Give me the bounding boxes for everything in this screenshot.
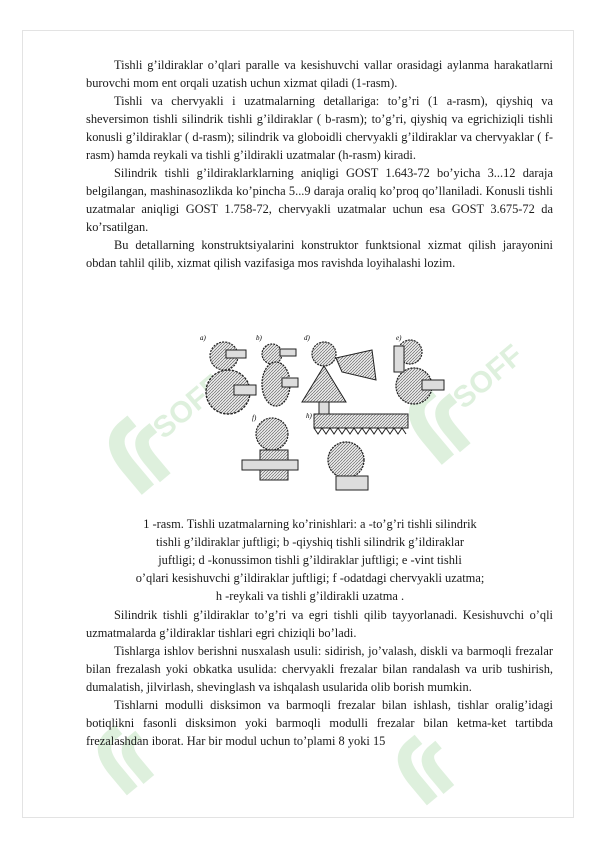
helical-gear-pair xyxy=(256,334,298,406)
label-a: a) xyxy=(200,334,206,342)
figure-caption xyxy=(110,515,510,605)
caption-line: o’qlari kesishuvchi g’ildiraklar juftligi; f -odatdagi chervyakli uzatma; xyxy=(135,571,485,585)
caption-line: juftligi; d -konussimon tishli g’ildiraklar juftligi; e -vint tishli xyxy=(158,553,462,567)
caption-line: h -reykali va tishli g’ildirakli uzatma . xyxy=(215,589,405,603)
label-b: b) xyxy=(256,334,262,342)
rack-and-pinion xyxy=(306,412,408,490)
text-block-top xyxy=(86,56,553,272)
label-e: e) xyxy=(396,334,402,342)
text-block-bottom xyxy=(86,606,553,750)
paragraph: Tishli g’ildiraklar o’qlari paralle va kesishuvchi vallar orasidagi aylanma harakatlarni burovchi mom ent orqali uzatish uchun xizmat qiladi (1-rasm). xyxy=(86,58,553,90)
paragraph: Silindrik tishli g’ildiraklar to’g’ri va egri tishli qilib tayyorlanadi. Kesishuvchi o’qli uzmatmalarda g’ildiraklar tishlari egri chiziqli bo’ladi. xyxy=(86,608,553,640)
caption-line: 1 -rasm. Tishli uzatmalarning ko’rinishlari: a -to’g’ri tishli silindrik xyxy=(143,517,477,531)
paragraph: Silindrik tishli g’ildiraklarklarning aniqligi GOST 1.643-72 bo’yicha 3...12 daraja belgilangan, mashinasozlikda ko’pincha 5...9 daraja oraliq ko’proq qo’llaniladi. Konusli tishli uzatmalar aniqligi GOST 1.758-72, chervyakli uzatmalar uchun esa GOST 3.675-72 da ko’rsatilgan. xyxy=(86,166,553,234)
paragraph: Tishlarga ishlov berishni nusxalash usuli: sidirish, jo’valash, diskli va barmoqli frezalar bilan frezalash yoki obkatka usulida: chervyakli frezalar bilan randalash va urib tushirish, dumalatish, jilvirlash, shevinglash va ishqalash usularida olib borish mumkin. xyxy=(86,644,553,694)
paragraph: Tishlarni modulli disksimon va barmoqli frezalar bilan ishlash, tishlar oralig’idagi botiqlikni fasonli disksimon yoki barmoqli modulli frezalar bilan ketma-ket tartibda frezalashdan iborat. Har bir modul uchun to’plami 8 yoki 15 xyxy=(86,698,553,748)
label-h: h) xyxy=(306,412,312,420)
bevel-gear-pair xyxy=(302,334,376,418)
gear-figure xyxy=(196,330,448,502)
crossed-helical-gears xyxy=(394,334,444,404)
watermark-text: SOFF xyxy=(446,338,530,416)
label-f: f) xyxy=(252,414,257,422)
watermark-text: SOFF xyxy=(146,368,230,446)
spur-gear-pair xyxy=(200,334,256,414)
paragraph: Tishli va chervyakli i uzatmalarning detallariga: to’g’ri (1 a-rasm), qiyshiq va sheversimon tishli silindrik tishli g’ildiraklar ( b-rasm); to’g’ri, qiyshiq va egrichiziqli tishli konusli g’ildiraklar ( d-rasm); silindrik va globoidli chervyakli g’ildiraklar va chervyaklar ( f-rasm) hamda reykali va tishli g’ildirakli uzatmalar (h-rasm) kiradi. xyxy=(86,94,553,162)
caption-line: tishli g’ildiraklar juftligi; b -qiyshiq tishli silindrik g’ildiraklar xyxy=(155,535,464,549)
paragraph: Bu detallarning konstruktsiyalarini konstruktor funktsional xizmat qilish jarayonini obdan tahlil qilib, xizmat qilish vazifasiga mos ravishda loyihalashi lozim. xyxy=(86,238,553,270)
label-d: d) xyxy=(304,334,310,342)
worm-gear xyxy=(242,414,298,480)
